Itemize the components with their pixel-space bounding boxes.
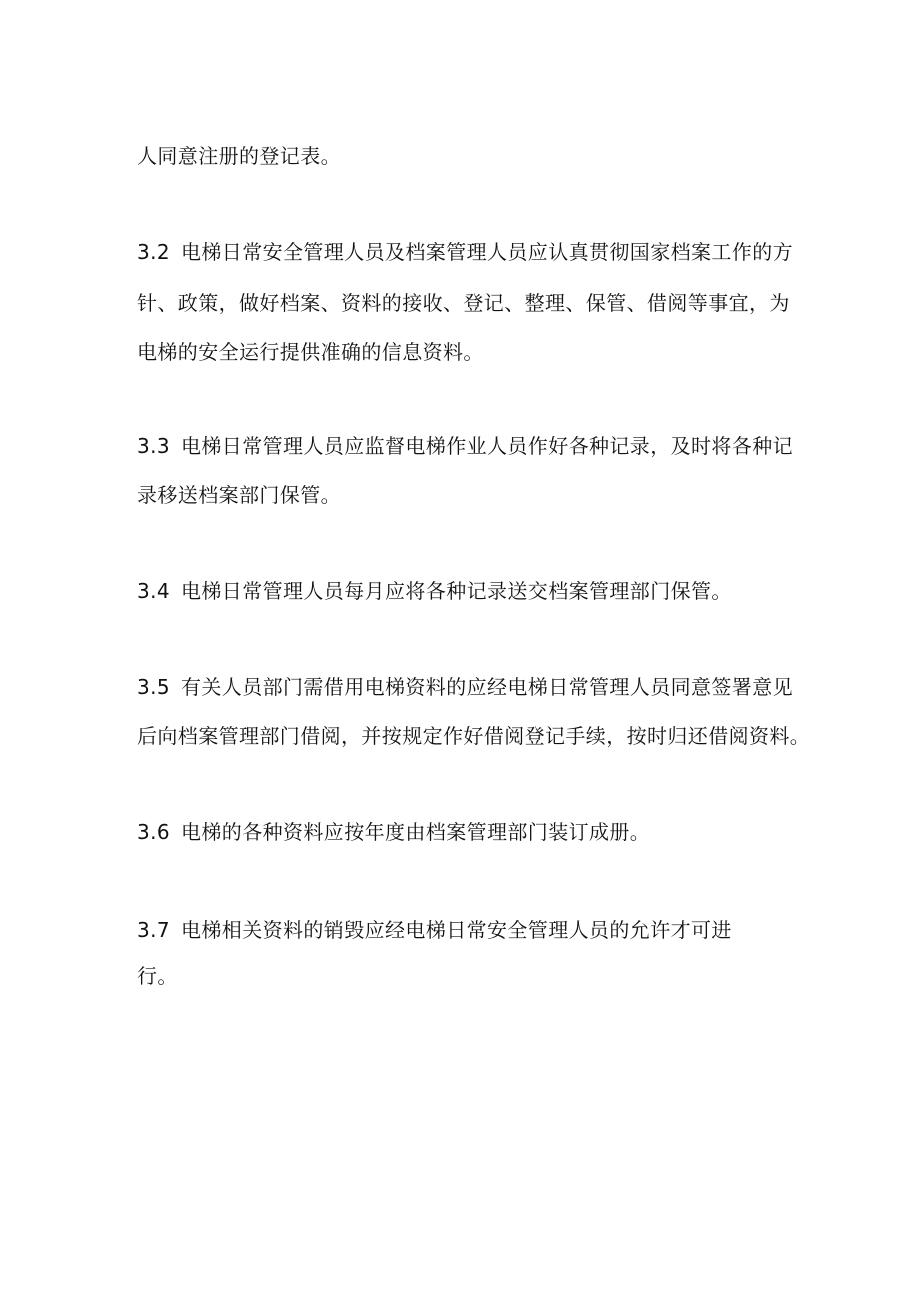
clause-3-2-line-1 (137, 238, 793, 266)
clause-3-2-line-2: 针、政策，做好档案、资料的接收、登记、整理、保管、借阅等事宜，为 (137, 291, 790, 315)
clause-3-2-line-3: 电梯的安全运行提供准确的信息资料。 (137, 340, 484, 364)
clause-3-7-line-1 (137, 916, 732, 944)
clause-text: 有关人员部门需借用电梯资料的应经电梯日常管理人员同意签署意见 (181, 675, 793, 699)
clause-number: 3.2 (137, 240, 171, 264)
clause-3-4-line-1 (137, 577, 732, 605)
clause-number: 3.3 (137, 434, 171, 458)
clause-number: 3.7 (137, 918, 171, 942)
clause-3-7-line-2: 行。 (137, 964, 178, 988)
clause-number: 3.4 (137, 579, 171, 603)
clause-text: 电梯的各种资料应按年度由档案管理部门装订成册。 (181, 820, 651, 844)
clause-text: 电梯相关资料的销毁应经电梯日常安全管理人员的允许才可进 (181, 918, 732, 942)
clause-3-5-line-1 (137, 673, 793, 701)
clause-3-3-line-2: 录移送档案部门保管。 (137, 483, 341, 507)
continuation-line: 人同意注册的登记表。 (137, 144, 341, 168)
clause-3-6-line-1 (137, 818, 650, 846)
clause-text: 电梯日常安全管理人员及档案管理人员应认真贯彻国家档案工作的方 (181, 240, 793, 264)
clause-text: 电梯日常管理人员每月应将各种记录送交档案管理部门保管。 (181, 579, 732, 603)
clause-text: 电梯日常管理人员应监督电梯作业人员作好各种记录，及时将各种记 (181, 434, 793, 458)
clause-3-5-line-2: 后向档案管理部门借阅，并按规定作好借阅登记手续，按时归还借阅资料。 (137, 724, 811, 748)
clause-number: 3.6 (137, 820, 171, 844)
clause-3-3-line-1 (137, 432, 793, 460)
clause-number: 3.5 (137, 675, 171, 699)
